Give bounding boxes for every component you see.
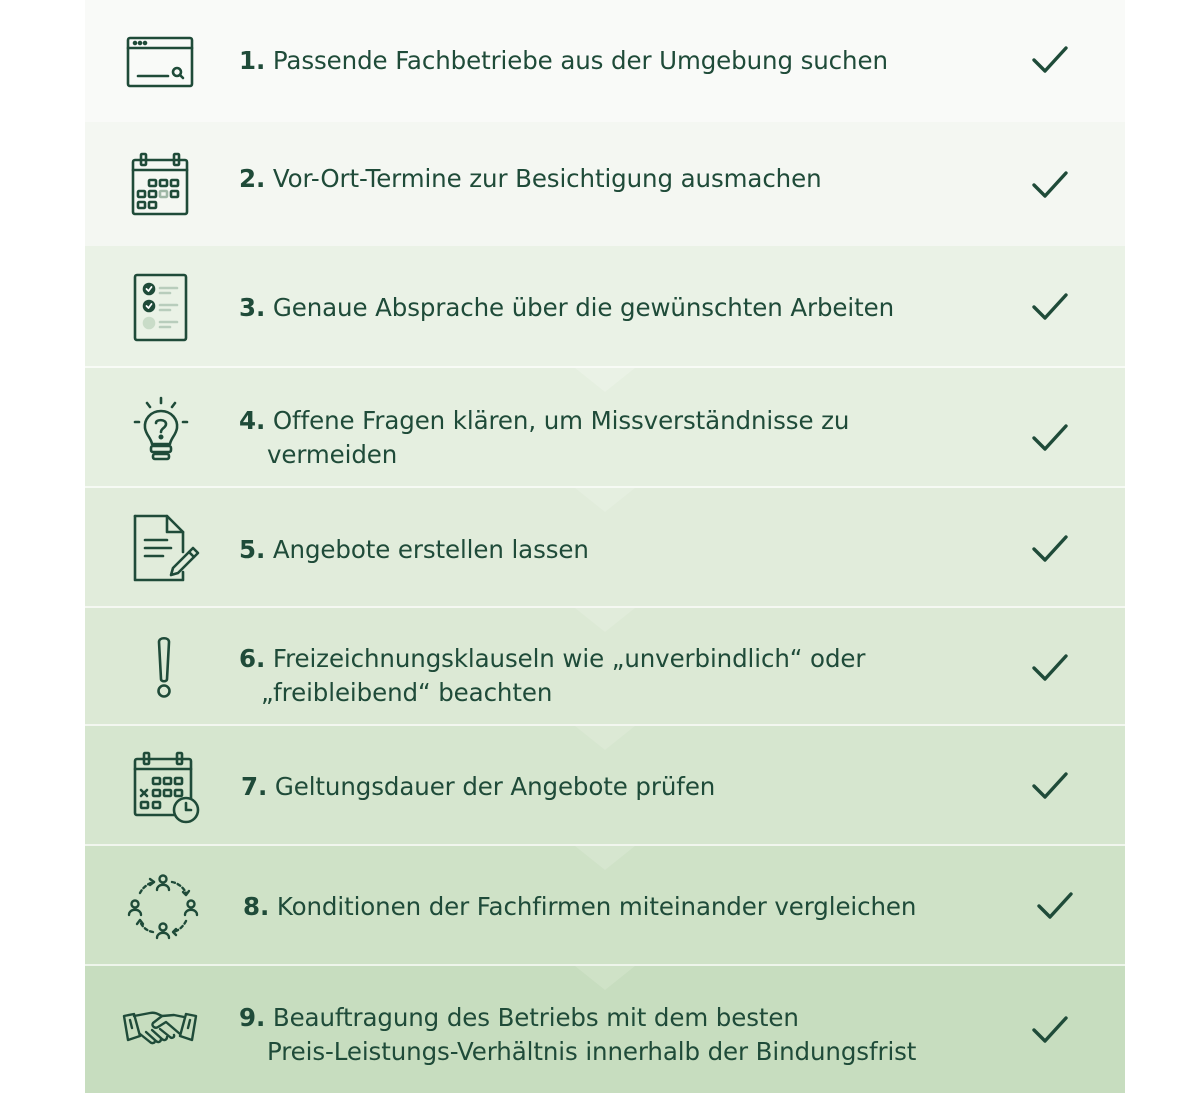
row-divider <box>85 606 1125 608</box>
step-row-2 <box>85 122 1125 246</box>
checkmark-icon <box>1030 1010 1070 1050</box>
step-row-3 <box>85 246 1125 368</box>
checklist-icon <box>120 268 200 348</box>
chevron-divider <box>85 368 1125 394</box>
step-row-6 <box>85 608 1125 726</box>
handshake-icon <box>120 992 200 1072</box>
step-label-6-line2: „freibleibend“ beachten <box>261 678 553 707</box>
checkmark-icon <box>1030 766 1070 806</box>
checkmark-icon <box>1030 648 1070 688</box>
step-number-8: 8. <box>243 892 270 921</box>
lightbulb-question-icon <box>121 390 201 470</box>
step-text-5 <box>239 533 589 567</box>
step-text-2 <box>239 162 822 196</box>
step-text-9 <box>239 1001 916 1069</box>
step-label-7: Geltungsdauer der Angebote prüfen <box>274 772 716 801</box>
chevron-divider <box>85 488 1125 514</box>
step-label-5: Angebote erstellen lassen <box>272 535 589 564</box>
step-label-9-line2: Preis-Leistungs-Verhältnis innerhalb der Bindungsfrist <box>267 1037 917 1066</box>
document-pen-icon <box>121 510 201 590</box>
step-number-9: 9. <box>239 1003 266 1032</box>
step-label-1: Passende Fachbetriebe aus der Umgebung suchen <box>272 46 888 75</box>
checkmark-icon <box>1030 287 1070 327</box>
calendar-icon <box>120 146 200 226</box>
step-row-9 <box>85 966 1125 1093</box>
step-text-8 <box>243 890 916 924</box>
step-row-1 <box>85 0 1125 122</box>
row-divider <box>85 486 1125 488</box>
step-number-4: 4. <box>239 406 266 435</box>
step-text-4 <box>239 404 849 472</box>
step-number-5: 5. <box>239 535 266 564</box>
row-divider <box>85 366 1125 368</box>
row-divider <box>85 724 1125 726</box>
step-row-4 <box>85 368 1125 488</box>
chevron-divider <box>85 608 1125 634</box>
people-cycle-icon <box>123 868 203 948</box>
step-row-8 <box>85 846 1125 966</box>
step-label-6: Freizeichnungsklauseln wie „unverbindlich“ oder <box>272 644 866 673</box>
chevron-divider <box>85 846 1125 872</box>
step-label-4: Offene Fragen klären, um Missverständnisse zu <box>272 406 850 435</box>
checkmark-icon <box>1030 418 1070 458</box>
checkmark-icon <box>1030 165 1070 205</box>
step-text-1 <box>239 44 888 78</box>
exclamation-icon <box>124 632 204 712</box>
step-text-3 <box>239 291 894 325</box>
checkmark-icon <box>1030 529 1070 569</box>
chevron-divider <box>85 726 1125 752</box>
row-divider <box>85 844 1125 846</box>
calendar-clock-icon <box>123 746 203 826</box>
step-number-6: 6. <box>239 644 266 673</box>
step-text-7 <box>241 770 715 804</box>
step-number-2: 2. <box>239 164 266 193</box>
step-label-9: Beauftragung des Betriebs mit dem besten <box>272 1003 799 1032</box>
step-number-7: 7. <box>241 772 268 801</box>
chevron-divider <box>85 966 1125 992</box>
steps-list <box>85 0 1125 1093</box>
step-number-3: 3. <box>239 293 266 322</box>
step-text-6 <box>239 642 865 710</box>
step-label-3: Genaue Absprache über die gewünschten Arbeiten <box>272 293 895 322</box>
step-label-8: Konditionen der Fachfirmen miteinander vergleichen <box>276 892 917 921</box>
step-row-7 <box>85 726 1125 846</box>
row-divider <box>85 964 1125 966</box>
browser-search-icon <box>120 22 200 102</box>
checkmark-icon <box>1030 40 1070 80</box>
step-label-2: Vor-Ort-Termine zur Besichtigung ausmachen <box>272 164 822 193</box>
step-row-5 <box>85 488 1125 608</box>
checkmark-icon <box>1035 886 1075 926</box>
step-label-4-line2: vermeiden <box>267 440 398 469</box>
step-number-1: 1. <box>239 46 266 75</box>
